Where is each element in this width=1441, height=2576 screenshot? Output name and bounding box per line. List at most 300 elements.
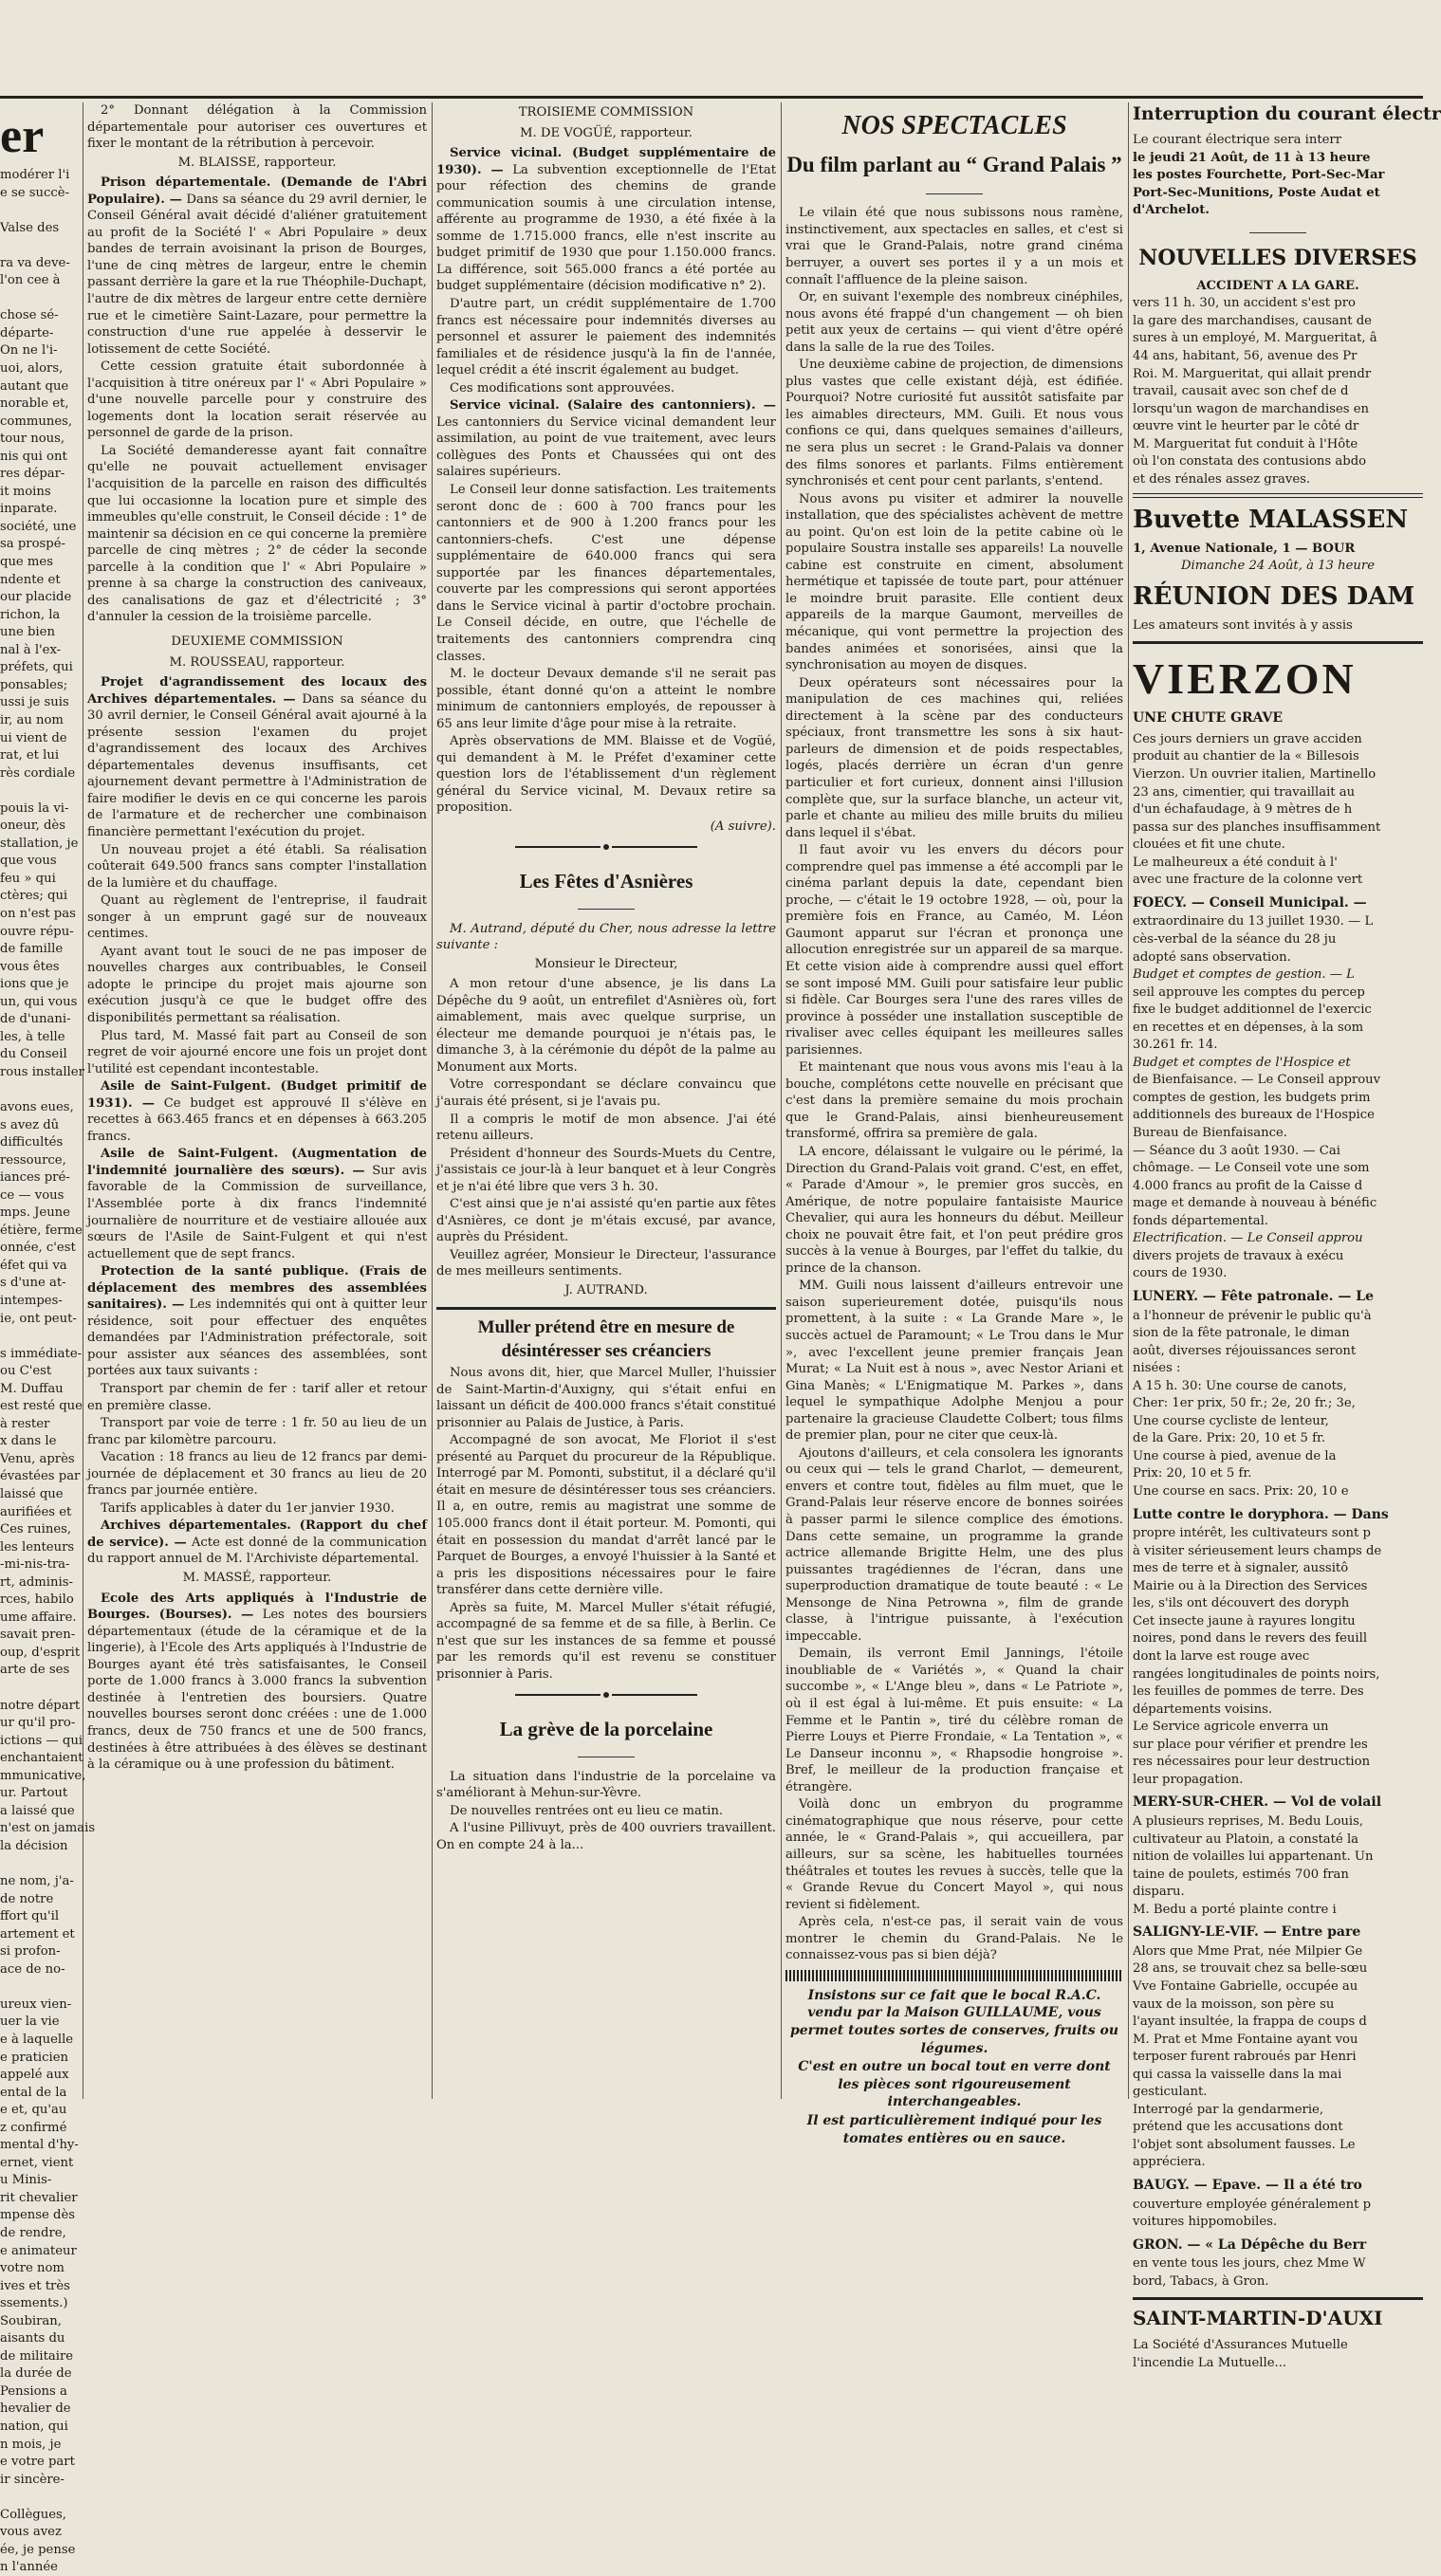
line: nition de volailles lui appartenant. Un <box>1133 1849 1374 1865</box>
paragraph: Transport par voie de terre : 1 fr. 50 au lieu de un franc par kilomètre parcouru. <box>87 1416 427 1447</box>
paragraph-body: Acte est donné de la communication du rapport annuel de M. l'Archiviste départemental. <box>87 1535 427 1567</box>
column-spectacles <box>785 102 1123 2146</box>
line: Bureau de Bienfaisance. <box>1133 1126 1287 1141</box>
paragraph-body: La subvention exceptionnelle de l'Etat pour réfection des chemins de grande communication soumis à une circulation intense, afférente au programme de 1930, a été fixée à la somme de 1.715.000 francs, elle n'est inscrite au budget primitif de 1930 que pour 1.150.000 francs. La différence, soit 565.000 francs a été portée au budget supplémentaire (décision modificative n° 2). <box>436 162 776 294</box>
title-rule <box>436 898 776 915</box>
separator-rule <box>1133 641 1423 644</box>
paragraph: C'est ainsi que je n'ai assisté qu'en partie aux fêtes d'Asnières, ce dont je m'étais excusé, par avance, auprès du Président. <box>436 1197 776 1245</box>
line: œuvre vint le heurter par le côté dr <box>1133 419 1359 434</box>
line: à visiter sérieusement leurs champs de <box>1133 1543 1382 1558</box>
fragment-line: s d'une at- <box>0 1276 66 1291</box>
line: fonds départemental. <box>1133 1213 1269 1228</box>
fragment-line <box>0 1081 78 1098</box>
line: la gare des marchandises, causant de <box>1133 313 1372 328</box>
fragment-line: rt, adminis- <box>0 1574 73 1590</box>
fragment-line <box>0 1680 78 1697</box>
paragraph: Or, en suivant l'exemple des nombreux cinéphiles, nous avons été frappé d'un changement — oh bien petit aux yeux de certains — qui vient d'être opéré dans la salle de la rue des Toiles. <box>785 290 1123 355</box>
fragment-line: arte de ses <box>0 1663 70 1678</box>
line: sures à un employé, M. Margueritat, â <box>1133 331 1377 346</box>
fragment-line: n l'année <box>0 2560 58 2575</box>
column-conseil-general <box>87 102 427 2099</box>
title-interruption: Interruption du courant électr <box>1133 103 1441 124</box>
fragment-line: ernet, vient <box>0 2155 74 2170</box>
paragraph: Ces modifications sont approuvées. <box>450 380 675 396</box>
fragment-line: pouis la vi- <box>0 800 69 816</box>
line: mage et demande à nouveau à bénéfic <box>1133 1196 1377 1211</box>
fragment-line: stallation, je <box>0 836 79 851</box>
fragment-line: ctères; qui <box>0 889 68 904</box>
paragraph-heading: Service vicinal. (Salaire des cantonniers). — <box>450 398 776 414</box>
fragment-line: ureux vien- <box>0 1996 72 2012</box>
rapporteur-line: M. MASSÉ, rapporteur. <box>182 1571 332 1586</box>
line: Les amateurs sont invités à y assis <box>1133 617 1353 633</box>
fragment-line: appelé aux <box>0 2068 69 2083</box>
paragraph: Votre correspondant se déclare convaincu que j'aurais été présent, si je l'avais pu. <box>436 1077 776 1109</box>
article-title-grand-palais: Du film parlant au “ Grand Palais ” <box>786 153 1122 177</box>
fragment-line: ental de la <box>0 2085 67 2100</box>
paragraph <box>436 397 776 481</box>
paragraph: Deux opérateurs sont nécessaires pour la manipulation de ces machines qui, reliées directement à la scène par des conducteurs spéciaux, front transmettre les sons à six haut-parleurs de dimension et de poids respectables, logés, placés derrière un écran d'un genre particulier et fort curieux, donnent ainsi l'illusion complète que, sur la surface blanche, un acteur vit, parle et chante au milieu des mille bruits du milieu dans lequel il s'ébat. <box>785 675 1123 840</box>
subhead: ACCIDENT A LA GARE. <box>1196 278 1359 293</box>
rapporteur-line: M. ROUSSEAU, rapporteur. <box>169 654 345 670</box>
fragment-line: iances pré- <box>0 1170 70 1186</box>
fragment-line: ra va deve- <box>0 255 70 270</box>
fragment-line: si profon- <box>0 1944 61 1960</box>
fragment-line: uoi, alors, <box>0 361 64 377</box>
line: départements voisins. <box>1133 1702 1273 1717</box>
fragment-line: que vous <box>0 854 57 869</box>
line: appréciera. <box>1133 2155 1206 2170</box>
paragraph: Une deuxième cabine de projection, de dimensions plus vastes que celle existant déjà, est édifiée. Pourquoi? Notre curiosité fut aussitôt satisfaite par les aimables directeurs, MM. Guili. Et nous vous confions ce qui, dans quelques semaines d'ailleurs, ne sera plus un secret : le Grand-Palais va donner des films sonores et parlants. Films entièrement synchronisés et cent pour cent parlants, s'entend. <box>785 358 1123 489</box>
paragraph: Veuillez agréer, Monsieur le Directeur, l'assurance de mes meilleurs sentiments. <box>436 1247 776 1279</box>
paragraph-body: Sur avis favorable de la Commission de surveillance, l'Assemblée porte à dix francs l'indemnité journalière de nourriture et de vestiaire allouée aux sœurs de l'Asile de Saint-Fulgent et qui n'est actuellement que de sept francs. <box>87 1163 427 1261</box>
line: vers 11 h. 30, un accident s'est pro <box>1133 296 1356 311</box>
fragment-line: société, une <box>0 519 77 534</box>
line: sion de la fête patronale, le diman <box>1133 1326 1350 1341</box>
line: Electrification. — Le Conseil approu <box>1133 1231 1363 1246</box>
to-be-continued: (A suivre). <box>710 819 776 834</box>
fragment-line: ur. Partout <box>0 1786 68 1801</box>
fragment-line: l'on cee à <box>0 273 61 288</box>
line: travail, causait avec son chef de d <box>1133 384 1349 399</box>
line: août, diverses réjouissances seront <box>1133 1343 1357 1358</box>
paragraph: Ajoutons d'ailleurs, et cela consolera les ignorants ou ceux qui — tels le grand Charlot, — demeurent, envers et contre tout, fidèles au film muet, que le Grand-Palais leur réserve encore de bonnes soirées à passer parmi le silence complice des émotions. Dans cette semaine, un programme la grande actrice allemande Brigitte Helm, une des plus puissantes tragédiennes de l'écran, dans une superproduction dramatique de toute beauté : « Le Mensonge de Nina Petrowna », film de grande classe, à l'intrigue puissante, à l'exécution impeccable. <box>785 1445 1123 1644</box>
fragment-line: u Minis- <box>0 2173 52 2188</box>
fragment-line: savait pren- <box>0 1628 76 1643</box>
fragment-line: e à laquelle <box>0 2032 74 2047</box>
line: sur place pour vérifier et prendre les <box>1133 1737 1368 1752</box>
title-rule <box>785 183 1123 200</box>
fragment-line: ée, je pense <box>0 2542 76 2557</box>
fragment-line: ouvre répu- <box>0 924 74 939</box>
fragment-line: ui vient de <box>0 730 67 745</box>
fragment-line: it moins <box>0 484 51 499</box>
fragment-line: évastées par <box>0 1469 81 1484</box>
fragment-line: chose sé- <box>0 308 59 323</box>
fragment-line: modérer l'i <box>0 168 70 182</box>
fragment-line: ir sincère- <box>0 2472 65 2487</box>
paragraph: M. le docteur Devaux demande s'il ne serait pas possible, étant donné qu'on a atteint le nombre minimum de cantonniers employés, de repousser à 65 ans leur limite d'âge pour mise à la retraite. <box>436 667 776 731</box>
fragment-line: ir, au nom <box>0 712 64 727</box>
line: où l'on constata des contusions abdo <box>1133 454 1367 469</box>
fragment-line <box>0 1856 78 1873</box>
fragment-line: autant que <box>0 378 69 394</box>
line: Une course en sacs. Prix: 20, 10 e <box>1133 1484 1349 1500</box>
paragraph: Il faut avoir vu les envers du décors pour comprendre quel pas immense a été accompli par le cinéma parlant depuis la date, cependant bien proche, — c'était le 19 octobre 1928, — où, pour la première fois en France, au Caméo, M. Léon Gaumont apparut sur l'écran et prononça une allocution enregistrée sur un appareil de sa marque. Et cette vision aide à comprendre aussi quel effort se sont imposé MM. Guili pour satisfaire leur public si fidèle. Car Bourges sera l'une des rares villes de province à posséder une installation susceptible de rivaliser avec celles équipant les meilleures salles parisiennes. <box>785 843 1123 1058</box>
line: terposer furent rabroués par Henri <box>1133 2050 1357 2065</box>
fragment-line: z confirmé <box>0 2120 67 2135</box>
fragment-line: de notre <box>0 1891 54 1906</box>
fragment-line: richon, la <box>0 607 61 622</box>
fragment-line: intempes- <box>0 1294 63 1308</box>
fragment-line: que mes <box>0 555 54 570</box>
fragment-line: a laissé que <box>0 1803 75 1818</box>
line: taine de poulets, estimés 700 fran <box>1133 1867 1349 1882</box>
paragraph <box>87 1518 427 1568</box>
line: fixe le budget additionnel de l'exercic <box>1133 1003 1372 1018</box>
line: vaux de la moisson, son père su <box>1133 1996 1335 2012</box>
line: produit au chantier de la « Billesois <box>1133 749 1359 764</box>
subhead: UNE CHUTE GRAVE <box>1133 710 1284 727</box>
fragment-line: nal à l'ex- <box>0 642 62 657</box>
fragment-line: Pensions a <box>0 2383 67 2399</box>
title-rule <box>436 1746 776 1763</box>
paragraph <box>87 1591 427 1774</box>
fragment-line: On ne l'i- <box>0 343 58 359</box>
line: Prix: 20, 10 et 5 fr. <box>1133 1466 1252 1481</box>
ad-line: C'est en outre un bocal tout en verre dont les pièces sont rigoureusement interchangeables. <box>798 2059 1111 2110</box>
section-heading: DEUXIEME COMMISSION <box>171 634 343 649</box>
line: M. Prat et Mme Fontaine ayant vou <box>1133 2032 1358 2047</box>
paragraph-body: Les indemnités qui ont à quitter leur résidence, soit pour effectuer des enquêtes demandées par l'Administration préfectorale, soit pour assister aux séances des assemblées, sont portées aux taux suivants : <box>87 1297 427 1379</box>
paragraph-heading: Archives départementales. (Rapport du chef de service). — <box>87 1518 427 1550</box>
fragment-line: ressource, <box>0 1152 66 1168</box>
fragment-line: oup, d'esprit <box>0 1645 81 1660</box>
fragment-line: enchantaient <box>0 1751 83 1766</box>
fragment-line: difficultés <box>0 1135 64 1150</box>
paragraph: Plus tard, M. Massé fait part au Conseil de son regret de voir ajourné encore une fois un projet dont l'utilité est cependant incontestable. <box>87 1028 427 1076</box>
rapporteur-line: M. DE VOGÜÉ, rapporteur. <box>520 125 693 140</box>
line: Vierzon. Un ouvrier italien, Martinello <box>1133 767 1376 782</box>
line: noires, pond dans le revers des feuill <box>1133 1631 1368 1647</box>
line: Une course à pied, avenue de la <box>1133 1448 1337 1463</box>
paragraph-heading: Projet d'agrandissement des locaux des Archives départementales. — <box>87 675 427 707</box>
paragraph: Président d'honneur des Sourds-Muets du Centre, j'assistais ce jour-là à leur banquet et à leur Congrès et je n'ai été libre que vers 3 h. 30. <box>436 1146 776 1194</box>
fragment-line: e votre part <box>0 2455 75 2470</box>
fragment-line: est resté que <box>0 1399 83 1414</box>
paragraph: A l'usine Pillivuyt, près de 400 ouvriers travaillent. On en compte 24 à la... <box>436 1821 776 1852</box>
fragment-line: norable et, <box>0 396 69 412</box>
fragment-line: la durée de <box>0 2366 72 2382</box>
paragraph: Nous avons pu visiter et admirer la nouvelle installation, que des spécialistes achèvent de mettre au point. Qu'on est loin de la petite cabine où le populaire Soustra installe ses appareils! La nouvelle cabine est construite en ciment, absolument hermétique et tapissée de toute part, pour atténuer le moindre bruit parasite. Elle contient deux appareils de la marque Gaumont, merveilles de mécanique, qui vont permettre la projection des bandes animées et sonorisées, ainsi que la synchronisation au moyen de disques. <box>785 491 1123 673</box>
line: l'incendie La Mutuelle... <box>1133 2355 1287 2370</box>
fragment-line: feu » qui <box>0 871 56 886</box>
line: chômage. — Le Conseil vote une som <box>1133 1161 1370 1176</box>
fragment-line: aisants du <box>0 2331 65 2346</box>
fragment-line: s avez dû <box>0 1117 60 1132</box>
fragment-line: rès cordiale <box>0 765 76 781</box>
subhead-gron: GRON. — « La Dépêche du Berr <box>1133 2236 1367 2253</box>
fragment-line <box>0 782 78 800</box>
line: d'Archelot. <box>1133 203 1210 218</box>
paragraph: Il a compris le motif de mon absence. J'ai été retenu ailleurs. <box>436 1112 776 1144</box>
column-divider <box>432 102 433 2099</box>
paragraph <box>87 1078 427 1145</box>
fragment-line: vous êtes <box>0 959 60 974</box>
line: Interrogé par la gendarmerie, <box>1133 2102 1324 2117</box>
line: Dimanche 24 Août, à 13 heure <box>1180 559 1376 574</box>
line: et des rénales assez graves. <box>1133 471 1311 487</box>
line: 28 ans, se trouvait chez sa belle-sœu <box>1133 1961 1368 1977</box>
line: 23 ans, cimentier, qui travaillait au <box>1133 784 1356 800</box>
fragment-line: tour nous, <box>0 432 65 447</box>
line: l'ayant insultée, la frappa de coups d <box>1133 2015 1367 2030</box>
paragraph <box>436 145 776 295</box>
hatched-rule <box>785 1970 1123 1981</box>
fragment-line: mps. Jeune <box>0 1205 70 1221</box>
paragraph-heading: Prison départementale. (Demande de l'Abri Populaire). — <box>87 175 427 207</box>
fragment-line: ne nom, j'a- <box>0 1874 74 1889</box>
paragraph-body: Ce budget est approuvé Il s'élève en recettes à 663.465 francs et en dépenses à 663.205 francs. <box>87 1095 427 1144</box>
column-commission-fetes <box>436 102 776 2099</box>
fragment-line: e praticien <box>0 2050 69 2065</box>
title-nouvelles-diverses: NOUVELLES DIVERSES <box>1138 245 1417 270</box>
paragraph: Après observations de MM. Blaisse et de Vogüé, qui demandent à M. le Préfet d'examiner cette question lors de l'établissement d'un règlement général du Service vicinal, M. Devaux retire sa proposition. <box>436 734 776 816</box>
fragment-line <box>0 2489 78 2506</box>
fragment-lines <box>0 167 96 2576</box>
paragraph-body: Les cantonniers du Service vicinal demandent leur assimilation, au point de vue traitement, avec leurs collègues des Ponts et Chaussées qui ont des salaires supérieurs. <box>436 414 776 480</box>
line: cultivateur au Platoin, a constaté la <box>1133 1831 1359 1847</box>
top-rule <box>0 96 1423 99</box>
separator-ornament <box>436 1686 776 1703</box>
fragment-line: rit chevalier <box>0 2190 78 2205</box>
fragment-line: laissé que <box>0 1487 64 1502</box>
fragment-line: -mi-nis-tra- <box>0 1557 70 1573</box>
line: additionnels des bureaux de l'Hospice <box>1133 1108 1375 1123</box>
subhead-lunery: LUNERY. — Fête patronale. — Le <box>1133 1288 1374 1304</box>
fragment-line: ions que je <box>0 977 69 992</box>
fragment-line: mpense dès <box>0 2208 76 2223</box>
paragraph <box>87 674 427 840</box>
fragment-line: les, à telle <box>0 1029 65 1044</box>
line: 30.261 fr. 14. <box>1133 1038 1218 1053</box>
fragment-line: un, qui vous <box>0 994 78 1009</box>
fragment-line: onnée, c'est <box>0 1241 76 1256</box>
line: disparu. <box>1133 1885 1185 1900</box>
line: Alors que Mme Prat, née Milpier Ge <box>1133 1943 1363 1959</box>
paragraph: Après cela, n'est-ce pas, il serait vain de vous montrer le chemin du Grand-Palais. Ne le connaissez-vous pas si bien déjà? <box>785 1915 1123 1963</box>
fragment-line: de d'unani- <box>0 1012 71 1027</box>
fragment-line: ffort qu'il <box>0 1909 60 1924</box>
line: adopté sans observation. <box>1133 949 1291 965</box>
fragment-line: du Conseil <box>0 1047 67 1062</box>
line: voitures hippomobiles. <box>1133 2215 1278 2230</box>
fragment-line: inparate. <box>0 502 58 517</box>
fragment-line: res dépar- <box>0 467 65 482</box>
fragment-line <box>0 1328 78 1345</box>
line: le jeudi 21 Août, de 11 à 13 heure <box>1133 150 1371 165</box>
paragraph <box>87 1146 427 1262</box>
fragment-line: les lenteurs <box>0 1539 75 1555</box>
line: Vve Fontaine Gabrielle, occupée au <box>1133 1978 1358 1994</box>
fragment-line: préfets, qui <box>0 660 73 675</box>
fragment-heading: er <box>0 109 45 163</box>
line: clouées et fit une chute. <box>1133 837 1285 853</box>
line: de Bienfaisance. — Le Conseil approuv <box>1133 1073 1381 1088</box>
paragraph: LA encore, délaissant le vulgaire ou le périmé, la Direction du Grand-Palais voit grand. C'est, en effet, « Parade d'Amour », le premier gros succès, en Amérique, de notre populaire fantaisiste Maurice Chevalier, qui aura les honneurs du début. Meilleur choix ne pouvait être fait, et l'on peut prédire gros succès à la venue à Bourges, par l'effet du talkie, du prince de la chanson. <box>785 1144 1123 1276</box>
line: leur propagation. <box>1133 1772 1244 1787</box>
fragment-line: de famille <box>0 942 64 957</box>
subhead-baugy: BAUGY. — Epave. — Il a été tro <box>1133 2178 1362 2193</box>
fragment-line: ou C'est <box>0 1364 52 1379</box>
fragment-line: hevalier de <box>0 2401 71 2417</box>
paragraph: M. Autrand, député du Cher, nous adresse la lettre suivante : <box>436 921 776 953</box>
fragment-line: éfet qui va <box>0 1258 67 1273</box>
fragment-line: Collègues, <box>0 2507 66 2522</box>
line: extraordinaire du 13 juillet 1930. — L <box>1133 914 1374 929</box>
fragment-line: n'est on jamais <box>0 1821 96 1836</box>
line: M. Margueritat fut conduit à l'Hôte <box>1133 436 1358 451</box>
line: seil approuve les comptes du percep <box>1133 984 1365 1000</box>
fragment-line: mental d'hy- <box>0 2138 79 2153</box>
advertisement-guillaume <box>785 1987 1123 2147</box>
line: M. Bedu a porté plainte contre i <box>1133 1902 1337 1917</box>
fragment-line: ponsables; <box>0 677 68 692</box>
paragraph: Quant au règlement de l'entreprise, il faudrait songer à un emprunt gagé sur de nouveaux centimes. <box>87 893 427 942</box>
line: 1, Avenue Nationale, 1 — BOUR <box>1133 541 1356 556</box>
line: cours de 1930. <box>1133 1266 1228 1281</box>
separator-rule <box>1133 2297 1423 2300</box>
subhead-mery: MERY-SUR-CHER. — Vol de volail <box>1133 1794 1382 1811</box>
line: de la Gare. Prix: 20, 10 et 5 fr. <box>1133 1431 1326 1446</box>
separator-rule <box>436 1307 776 1310</box>
fragment-line: la décision <box>0 1838 68 1853</box>
paragraph: Le vilain été que nous subissons nous ramène, instinctivement, aux spectacles en salles, et c'est si vrai que le Grand-Palais, notre grand cinéma berruyer, a ouvert ses portes il y a un mois et connaît l'affluence de la pleine saison. <box>785 206 1123 287</box>
fragment-line: ace de no- <box>0 1961 65 1977</box>
fragment-line: Venu, après <box>0 1451 75 1466</box>
line: bord, Tabacs, à Gron. <box>1133 2273 1269 2289</box>
line: Le Service agricole enverra un <box>1133 1720 1329 1735</box>
line: La Société d'Assurances Mutuelle <box>1133 2338 1348 2352</box>
fragment-line: Valse des <box>0 220 60 235</box>
fragment-line <box>0 1978 78 1996</box>
fragment-line: une bien <box>0 625 55 640</box>
line: A 15 h. 30: Une course de canots, <box>1133 1378 1347 1393</box>
subhead-saligny: SALIGNY-LE-VIF. — Entre pare <box>1133 1924 1361 1941</box>
fragment-line: oneur, dès <box>0 819 65 834</box>
paragraph: Le Conseil leur donne satisfaction. Les traitements seront donc de : 600 à 700 francs pour les cantonniers et de 900 à 1.200 francs pour les cantonniers-chefs. C'est une dépense supplémentaire de 640.000 francs qui sera supportée par les finances départementales, couverte par les compressions qui seront apportées dans le Service vicinal à partir d'octobre prochain. Le Conseil décide, en outre, que l'échelle de traitements des cantonniers comprendra cinq classes. <box>436 483 776 664</box>
paragraph: La situation dans l'industrie de la porcelaine va s'améliorant à Mehun-sur-Yèvre. <box>436 1769 776 1801</box>
fragment-line <box>0 237 78 254</box>
separator-ornament <box>436 839 776 856</box>
fragment-line: rces, habilo <box>0 1592 74 1608</box>
paragraph: D'autre part, un crédit supplémentaire de 1.700 francs est nécessaire pour indemnités diverses au personnel et assurer le paiement des indemnités familiales et de résidence jusqu'à la fin de l'année, lequel crédit a été inscrit également au budget. <box>436 297 776 378</box>
fragment-line: communes, <box>0 414 73 429</box>
line: Le courant électrique sera interr <box>1133 133 1342 148</box>
line: en vente tous les jours, chez Mme W <box>1133 2256 1366 2272</box>
fragment-line: ictions — qui <box>0 1733 83 1748</box>
line: divers projets de travaux à exécu <box>1133 1248 1344 1263</box>
paragraph-heading: Asile de Saint-Fulgent. (Augmentation de l'indemnité journalière des sœurs). — <box>87 1147 427 1178</box>
subhead-doryphora: Lutte contre le doryphora. — Dans <box>1133 1506 1389 1522</box>
fragment-line: ndente et <box>0 572 61 587</box>
fragment-line: étière, ferme <box>0 1223 83 1238</box>
paragraph: Et maintenant que nous vous avons mis l'eau à la bouche, complétons cette nouvelle en précisant que c'est dans la première semaine du mois prochain que le Grand-Palais, ainsi bienheureusement transformé, offrira sa première de gala. <box>785 1060 1123 1142</box>
line: res nécessaires pour leur destruction <box>1133 1755 1371 1770</box>
paragraph-heading: Service vicinal. (Budget supplémentaire de 1930). — <box>436 146 776 177</box>
line: l'objet sont absolument fausses. Le <box>1133 2137 1356 2152</box>
line: 4.000 francs au profit de la Caisse d <box>1133 1178 1363 1193</box>
line: passa sur des planches insuffisamment <box>1133 819 1381 835</box>
section-title-spectacles: NOS SPECTACLES <box>841 111 1067 140</box>
title-saint-martin: SAINT-MARTIN-D'AUXI <box>1133 2307 1383 2330</box>
column-right-fragment <box>1133 102 1441 2370</box>
fragment-line: rous installer <box>0 1064 84 1079</box>
paragraph: Après sa fuite, M. Marcel Muller s'était réfugié, accompagné de sa femme et de sa fille, à Berlin. Ce n'est que sur les instances de sa femme et poussé par les remords qu'il est revenu se constituer prisonnier à Paris. <box>436 1600 776 1682</box>
line: qui cassa la vaisselle dans la mai <box>1133 2067 1342 2082</box>
article-title-asnieres: Les Fêtes d'Asnières <box>519 870 693 893</box>
line: A plusieurs reprises, M. Bedu Louis, <box>1133 1814 1364 1829</box>
fragment-line: ssements.) <box>0 2296 68 2311</box>
fragment-line: ives et très <box>0 2278 70 2293</box>
fragment-line: s immédiate- <box>0 1346 83 1361</box>
paragraph: Ayant avant tout le souci de ne pas imposer de nouvelles charges aux contribuables, le Conseil adopte le principe du projet mais ajourne son exécution jusqu'à ce que le budget offre des disponibilités permettant sa réalisation. <box>87 944 427 1025</box>
paragraph: Un nouveau projet a été établi. Sa réalisation coûterait 649.500 francs sans compter l'installation de la lumière et du chauffage. <box>87 842 427 891</box>
paragraph-body: Dans sa séance du 30 avril dernier, le Conseil Général avait ajourné à la présente session l'examen du projet d'agrandissement des locaux des Archives départementales devenus insuffisants, cet ajournement devant permettre à l'Administration de faire modifier le devis en ce qui concerne les parois de l'armature et de rechercher une combinaison financière permettant l'exécution du projet. <box>87 691 427 839</box>
fragment-line: notre départ <box>0 1698 81 1713</box>
paragraph: Voilà donc un embryon du programme cinématographique que nous réserve, pour cette année, le « Grand-Palais », qui accueillera, par ailleurs, sur sa scène, les habituelles tournées théâtrales et toutes les revues à succès, telle que la « Grande Revue du Concert Mayol », qui nous revient si fidèlement. <box>785 1797 1123 1912</box>
fragment-line: avons eues, <box>0 1099 74 1114</box>
section-heading: TROISIEME COMMISSION <box>518 105 694 120</box>
paragraph: Tarifs applicables à dater du 1er janvier 1930. <box>101 1500 395 1516</box>
paragraph <box>87 1263 427 1380</box>
line: cès-verbal de la séance du 28 ju <box>1133 932 1337 948</box>
line: Ces jours derniers un grave acciden <box>1133 731 1362 746</box>
fragment-line: à rester <box>0 1416 50 1431</box>
line: couverture employée généralement p <box>1133 2197 1372 2212</box>
line: en recettes et en dépenses, à la som <box>1133 1020 1364 1035</box>
column-divider <box>781 102 782 2099</box>
title-vierzon: VIERZON <box>1133 654 1357 704</box>
line: Cet insecte jaune à rayures longitu <box>1133 1613 1356 1628</box>
fragment-line <box>0 290 78 307</box>
line: avec une fracture de la colonne vert <box>1133 873 1363 888</box>
fragment-line: sa prospé- <box>0 537 65 552</box>
line: prétend que les accusations dont <box>1133 2120 1343 2135</box>
signature: J. AUTRAND. <box>564 1283 648 1298</box>
fragment-line: on n'est pas <box>0 906 76 921</box>
fragment-line: ussi je suis <box>0 695 69 710</box>
fragment-line: e animateur <box>0 2243 77 2258</box>
fragment-line: rat, et lui <box>0 748 60 764</box>
article-title-muller: Muller prétend être en mesure de désintéresser ses créanciers <box>477 1316 735 1361</box>
fragment-line: nis qui ont <box>0 449 67 464</box>
fragment-line: our placide <box>0 590 72 605</box>
fragment-line: ce — vous <box>0 1187 65 1203</box>
fragment-line: vous avez <box>0 2525 62 2540</box>
fragment-line: artement et <box>0 1926 75 1941</box>
column-left-fragment <box>0 102 96 2575</box>
line: les postes Fourchette, Port-Sec-Mar <box>1133 168 1385 183</box>
line: Port-Sec-Munitions, Poste Audat et <box>1133 185 1380 200</box>
ad-line: Insistons sur ce fait que le bocal R.A.C. vendu par la Maison GUILLAUME, vous permet toutes sortes de conserves, fruits ou légumes. <box>789 1987 1119 2056</box>
line: d'un échafaudage, à 9 mètres de h <box>1133 802 1353 818</box>
fragment-line: ur qu'il pro- <box>0 1716 76 1731</box>
line: rangées longitudinales de points noirs, <box>1133 1666 1380 1682</box>
line: Mairie ou à la Direction des Services <box>1133 1578 1368 1593</box>
paragraph <box>87 175 427 358</box>
paragraph-heading: Ecole des Arts appliqués à l'Industrie de Bourges. (Bourses). — <box>87 1591 427 1623</box>
